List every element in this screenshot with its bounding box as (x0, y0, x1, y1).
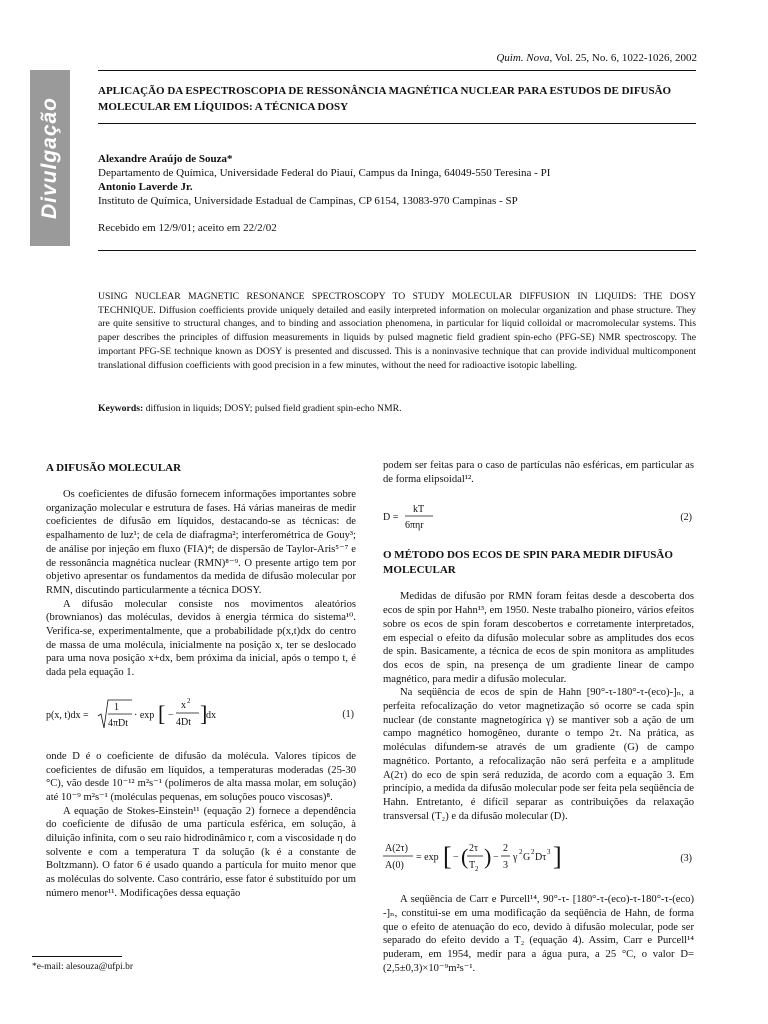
svg-text:[: [ (443, 842, 452, 872)
footnote-rule (32, 956, 122, 957)
svg-text:2: 2 (475, 865, 479, 874)
svg-text:[: [ (158, 700, 166, 726)
journal-name: Quim. Nova (496, 52, 550, 64)
equation-3-formula (383, 837, 563, 879)
section-heading-ecos: O MÉTODO DOS ECOS DE SPIN PARA MEDIR DIFUSÃO MOLECULAR (383, 549, 673, 577)
svg-text:4Dt: 4Dt (176, 716, 191, 728)
svg-text:(: ( (461, 844, 469, 870)
received-dates: Recebido em 12/9/01; aceito em 22/2/02 (98, 222, 277, 234)
svg-text:4πDt: 4πDt (108, 717, 129, 729)
svg-text:2τ: 2τ (469, 843, 479, 855)
svg-text:= exp: = exp (416, 852, 439, 864)
paragraph: A equação de Stokes-Einstein¹¹ (equação 2) fornece a dependência do coeficiente de difusão de uma partícula esférica, em solução, à diluição infinita, com o seu raio hidrodinâmico r, com a viscosidade η do solvente e com a temperatura T da solução (k é a constante de Boltzmann). O fator 6 é usado quando a partícula for muito menor que as moléculas do solvente. Caso contrário, esse fator é substituído por um número menor¹¹. Modificações dessa equação (46, 805, 356, 899)
section-tab-label: Divulgação (38, 96, 62, 220)
equation-2-number: (2) (680, 511, 692, 523)
svg-text:6πηr: 6πηr (405, 520, 424, 532)
paragraph: podem ser feitas para o caso de partículas não esféricas, em particular as de forma elipsoidal¹². (383, 460, 694, 485)
svg-text:γ: γ (513, 852, 518, 864)
svg-text:A(0): A(0) (385, 860, 404, 872)
svg-text:−: − (493, 852, 499, 864)
svg-text:3: 3 (547, 848, 551, 857)
section-tab (30, 70, 70, 246)
svg-text:): ) (484, 844, 492, 870)
equation-1-formula (46, 694, 216, 736)
section-heading-difusao: A DIFUSÃO MOLECULAR (46, 462, 182, 474)
svg-text:dx: dx (206, 709, 216, 721)
svg-text:x: x (181, 699, 186, 711)
equation-1-number: (1) (342, 708, 354, 720)
paragraph: Medidas de difusão por RMN foram feitas desde a descoberta dos ecos de spin por Hahn¹³, em 1950. Neste trabalho pioneiro, vários efeitos sobre os ecos de spin foram descobertos e corretamente interpretados, em especial o efeito da difusão molecular sobre as amplitudes dos ecos de spin. Basicamente, a técnica de ecos de spin monitora as amplitudes dos ecos de spin, na presença de um gradiente linear de campo magnético, para medir a difusão molecular. (383, 591, 694, 685)
svg-text:kT: kT (413, 504, 425, 516)
title-rule (98, 123, 696, 124)
authors-block (98, 152, 698, 235)
citation-details: , Vol. 25, No. 6, 1022-1026, 2002 (549, 52, 697, 64)
svg-text:]: ] (200, 700, 208, 726)
abstract: USING NUCLEAR MAGNETIC RESONANCE SPECTROSCOPY TO STUDY MOLECULAR DIFFUSION IN LIQUIDS: THE DOSY TECHNIQUE. Diffusion coefficients provide uniquely detailed and easily interpreted information on molecular organization and phase structure. They are quite sensitive to structural changes, and to binding and association phenomena, in particular for liquid colloidal or macromolecular systems. This paper describes the principles of diffusion measurements in liquids by pulsed magnetic field gradient spin-echo (PFG-SE) NMR spectroscopy. The important PFG-SE technique known as DOSY is presented and discussed. This is a noninvasive technique that can provide individual multicomponent translational diffusion coefficients with good precision in a few minutes, without the need for radioactive isotopic labelling. (98, 291, 696, 371)
equation-1 (46, 694, 356, 736)
svg-text:p(x, t)dx =: p(x, t)dx = (46, 709, 89, 721)
keywords (98, 403, 696, 414)
keywords-label: Keywords: (98, 403, 144, 414)
svg-text:2: 2 (187, 696, 191, 705)
svg-text:Dτ: Dτ (535, 852, 547, 864)
article-title: APLICAÇÃO DA ESPECTROSCOPIA DE RESSONÂNCIA MAGNÉTICA NUCLEAR PARA ESTUDOS DE DIFUSÃO MOLECULAR EM LÍQUIDOS: A TÉCNICA DOSY (98, 85, 672, 113)
paragraph: onde D é o coeficiente de difusão da molécula. Valores típicos de coeficientes de difusão em líquidos, a temperaturas moderadas (25-30 °C), vão desde 10⁻¹² m²s⁻¹ (polímeros de alta massa molar, em solução) até 10⁻⁹ m²s⁻¹ (moléculas pequenas, em soluções pouco viscosas)⁸. (46, 750, 356, 803)
authors-rule (98, 250, 696, 251)
left-column (46, 455, 356, 901)
svg-text:−: − (453, 852, 459, 864)
svg-text:−: − (168, 709, 174, 721)
svg-text:]: ] (553, 842, 562, 872)
svg-text:· exp: · exp (134, 709, 155, 721)
author-2-affiliation: Instituto de Química, Universidade Estadual de Campinas, CP 6154, 13083-970 Campinas - SP (98, 195, 518, 207)
footnote-email: *e-mail: alesouza@ufpi.br (32, 962, 134, 972)
svg-text:T: T (469, 860, 476, 872)
paragraph: Os coeficientes de difusão fornecem informações importantes sobre organização molecular e estrutura de fases. Há várias maneiras de medir coeficientes de difusão em líquidos, destacando-se as técnicas: de espalhamento de luz¹; de cela de diafragma²; interferométrica de Gouy³; de análise por injeção em fluxo (FIA)⁴; de dispersão de Taylor-Aris⁵⁻⁷ e de ressonância magnética nuclear (RMN)⁸⁻⁹. O presente artigo tem por objetivo apresentar os fundamentos da medida de difusão molecular por RMN, discutindo particularmente a técnica DOSY. (46, 489, 356, 596)
equation-3-number: (3) (680, 852, 692, 864)
author-2-name: Antonio Laverde Jr. (98, 181, 193, 193)
svg-text:2: 2 (531, 848, 535, 857)
equation-2 (383, 500, 694, 534)
svg-text:2: 2 (503, 843, 508, 855)
paragraph: A seqüência de Carr e Purcell¹⁴, 90°-τ- [180°-τ-(eco)-τ-180°-τ-(eco) -]ₙ, constitui-se em uma modificação da seqüência de Hahn, de forma que o efeito de atenuação do eco, devido à difusão molecular, pode ser separado do efeito devido a T₂ (equação 4). Assim, Carr e Purcell¹⁴ puderam, em 1954, medir para a água pura, a 25 °C, o valor D=(2,5±0,3)×10⁻⁹m²s⁻¹. (383, 894, 694, 974)
svg-text:1: 1 (114, 701, 119, 713)
svg-text:A(2τ): A(2τ) (385, 843, 408, 855)
svg-text:3: 3 (503, 860, 508, 872)
keywords-text: diffusion in liquids; DOSY; pulsed field gradient spin-echo NMR. (143, 403, 402, 414)
svg-text:D =: D = (383, 512, 399, 524)
paragraph: Na seqüência de ecos de spin de Hahn [90°-τ-180°-τ-(eco)-]ₙ, a perfeita refocalização do vetor magnetização só ocorre se cada spin nuclear (de constante magnetogírica γ) se mantiver sob a ação de um campo magnético homogêneo, durante o tempo 2τ. Na prática, as moléculas difundem-se através de um gradiente (G) de campo magnético. Portanto, a refocalização não será perfeita e a amplitude A(2τ) do eco de spin será reduzida, de acordo com a equação 3. Em princípio, a medida da difusão molecular pode ser feita pela seqüência de Hahn. Entretanto, é difícil separar as contribuições da relaxação transversal (T₂) e da difusão molecular (D). (383, 687, 694, 822)
top-rule (98, 70, 696, 71)
right-column (383, 459, 694, 976)
equation-2-formula (383, 500, 463, 534)
author-1-affiliation: Departamento de Química, Universidade Federal do Piauí, Campus da Ininga, 64049-550 Teresina - PI (98, 167, 551, 179)
author-1-name: Alexandre Araújo de Souza* (98, 153, 233, 165)
svg-text:2: 2 (519, 848, 523, 857)
equation-3 (383, 837, 694, 879)
svg-text:G: G (523, 852, 531, 864)
journal-citation (496, 52, 697, 64)
paragraph: A difusão molecular consiste nos movimentos aleatórios (brownianos) das moléculas, devidos à energia térmica do sistema¹⁰. Verifica-se, experimentalmente, que a probabilidade p(x,t)dx do centro de massa de uma molécula, inicialmente na posição x, ter se deslocado para uma nova posição x+dx, bem próxima da inicial, após o tempo t, é dada pela equação 1. (46, 598, 356, 679)
